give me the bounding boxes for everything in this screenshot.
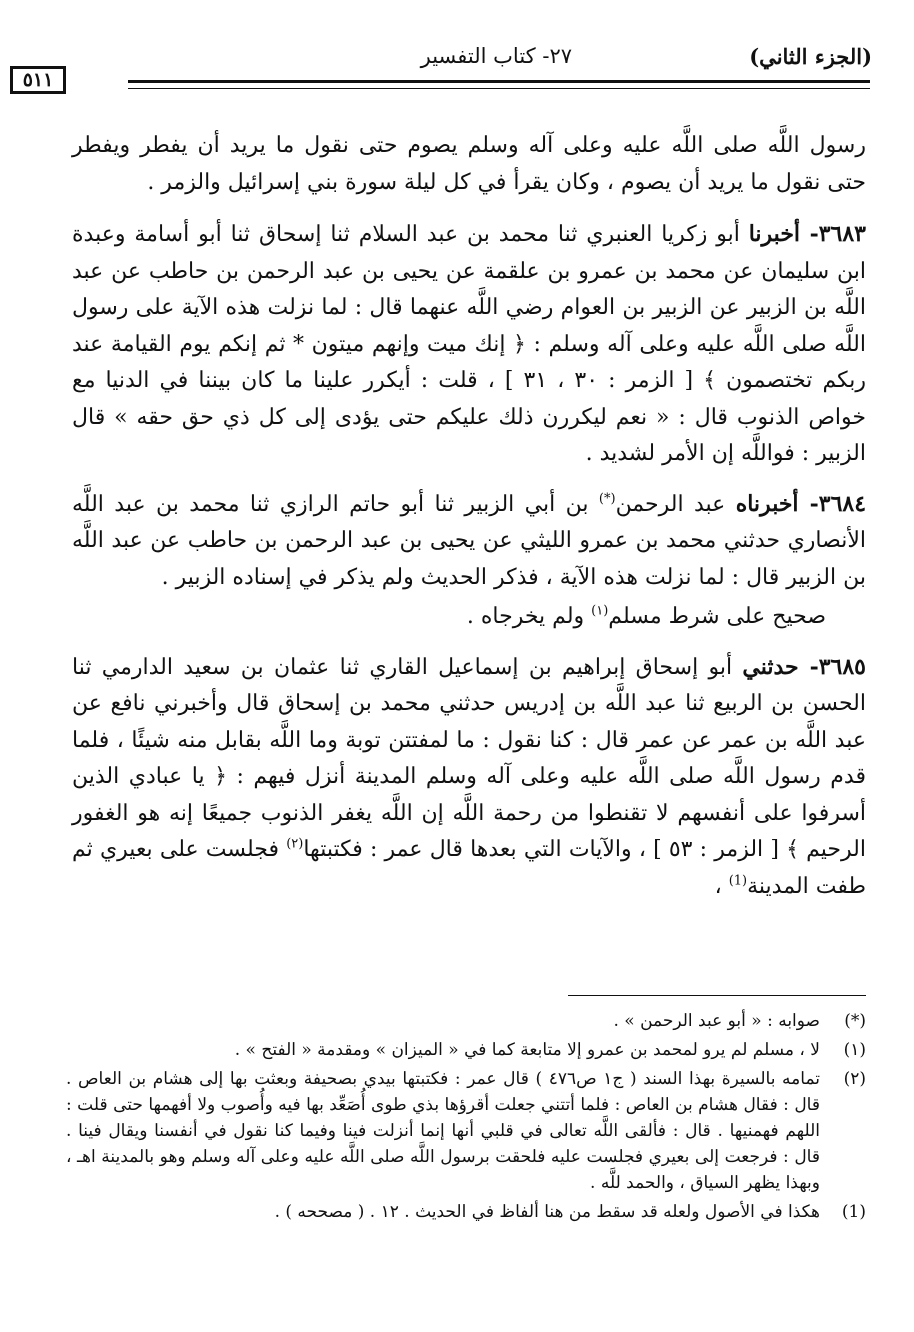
header-rule-thick bbox=[128, 80, 870, 83]
hadith-number: ٣٦٨٣- أخبرنا bbox=[748, 221, 866, 247]
hadith-3684 bbox=[72, 486, 866, 597]
hadith-text: فجلست على بعيري ثم طفت المدينة bbox=[72, 837, 866, 899]
footnote bbox=[66, 1199, 866, 1225]
footnote-separator bbox=[568, 995, 866, 996]
footnote-label: (٢) bbox=[843, 1069, 866, 1089]
hadith-text: أبو زكريا العنبري ثنا محمد بن عبد السلام ثنا إسحاق ثنا أبو أسامة وعبدة ابن سليمان عن محمد بن عمرو بن علقمة عن يحيى بن عبد الرحمن بن حاطب عن عبد اللَّه بن الزبير عن الزبير بن العوام رضي اللَّه عنهما قال : لما نزلت هذه الآية على رسول اللَّه صلى اللَّه عليه وعلى آله وسلم : ﴿ إنك ميت وإنهم ميتون * ثم إنكم يوم القيامة عند ربكم تختصمون ﴾ [ الزمر : ٣٠ ، ٣١ ] ، قلت : أيكرر علينا ما كان بيننا في الدنيا مع خواص الذنوب قال : « نعم ليكررن ذلك عليكم حتى يؤدى إلى كل ذي حق حقه » قال الزبير : فواللَّه إن الأمر لشديد . bbox=[72, 222, 867, 466]
main-text bbox=[72, 128, 866, 918]
footnote-text: تمامه بالسيرة بهذا السند ( ج١ ص٤٧٦ ) قال عمر : فكتبتها بيدي بصحيفة وبعثت بها إلى هشام بن العاص . قال : فقال هشام بن العاص : فلما أتتني جعلت أقرؤها بذي طوى أُصَعِّد بها فيه وأُصوب ولا أفهمها حتى قلت : اللهم فهمنيها . قال : فألقى اللَّه تعالى في قلبي أنها إنما أنزلت فينا وفيما كنا نقول في أنفسنا ويقال فينا . قال : فرجعت إلى بعيري فجلست عليه فلحقت برسول اللَّه صلى اللَّه عليه وعلى آله وسلم وهو بالمدينة اهـ ، وبهذا يظهر السياق ، والحمد للَّه . bbox=[66, 1069, 821, 1193]
hadith-text: أبو إسحاق إبراهيم بن إسماعيل القاري ثنا عثمان بن سعيد الدارمي ثنا الحسن بن الربيع ثنا عبد اللَّه بن إدريس حدثني محمد بن إسحاق قال وأخبرني نافع عن عبد اللَّه بن عمر عن عمر قال : كنا نقول : ما لمفتتن توبة وما اللَّه بقابل منه شيئًا ، فلما قدم رسول اللَّه صلى اللَّه عليه وعلى آله وسلم المدينة أنزل فيهم : ﴿ يا عبادي الذين أسرفوا على أنفسهم لا تقنطوا من رحمة اللَّه إن اللَّه يغفر الذنوب جميعًا إنه هو الغفور الرحيم ﴾ [ الزمر : ٥٣ ] ، والآيات التي بعدها قال عمر : فكتبتها bbox=[72, 654, 867, 862]
footnote-label: (١) bbox=[843, 1040, 866, 1060]
footnote-marker: (*) bbox=[598, 491, 616, 507]
hadith-number: ٣٦٨٥- حدثني bbox=[742, 653, 866, 680]
hadith-text: بن أبي الزبير ثنا أبو حاتم الرازي ثنا محمد بن عبد اللَّه الأنصاري حدثني محمد بن عمرو الليثي عن يحيى بن عبد الرحمن بن حاطب عن عبد اللَّه بن الزبير قال : لما نزلت هذه الآية ، فذكر الحديث ولم يذكر في إسناده الزبير . bbox=[72, 491, 866, 590]
footnote-label: (*) bbox=[844, 1011, 866, 1031]
hadith-number: ٣٦٨٤- أخبرناه bbox=[735, 490, 867, 517]
footnote-marker: (١) bbox=[591, 603, 609, 619]
hadith-text: عبد الرحمن bbox=[615, 491, 726, 517]
footnote bbox=[66, 1037, 866, 1063]
footnote-label: (1) bbox=[841, 1202, 866, 1222]
grading-note bbox=[72, 599, 866, 636]
footnote-text: لا ، مسلم لم يرو لمحمد بن عمرو إلا متابعة كما في « الميزان » ومقدمة « الفتح » . bbox=[234, 1040, 820, 1060]
grading-text: ولم يخرجاه . bbox=[466, 604, 585, 629]
running-header bbox=[62, 44, 872, 78]
footnote-text: صوابه : « أبو عبد الرحمن » . bbox=[613, 1011, 820, 1031]
footnote bbox=[66, 1008, 866, 1034]
page-number-box: ٥١١ bbox=[10, 66, 66, 94]
header-volume: (الجزء الثاني) bbox=[749, 44, 872, 69]
grading-text: صحيح على شرط مسلم bbox=[608, 604, 826, 629]
footnotes bbox=[66, 1008, 866, 1228]
footnote-marker: (1) bbox=[728, 873, 748, 889]
continuation-paragraph: رسول اللَّه صلى اللَّه عليه وعلى آله وسلم يصوم حتى نقول ما يريد أن يفطر ويفطر حتى نقول ما يريد أن يصوم ، وكان يقرأ في كل ليلة سورة بني إسرائيل والزمر . bbox=[72, 133, 866, 195]
footnote bbox=[66, 1066, 866, 1196]
footnote-marker: (٢) bbox=[286, 836, 304, 852]
hadith-3683 bbox=[72, 216, 866, 473]
hadith-text: ، bbox=[714, 873, 722, 899]
header-chapter: ٢٧- كتاب التفسير bbox=[420, 44, 572, 68]
header-rule-thin bbox=[128, 88, 870, 89]
footnote-text: هكذا في الأصول ولعله قد سقط من هنا ألفاظ في الحديث . ١٢ . ( مصححه ) . bbox=[274, 1202, 820, 1222]
hadith-3685 bbox=[72, 649, 866, 906]
